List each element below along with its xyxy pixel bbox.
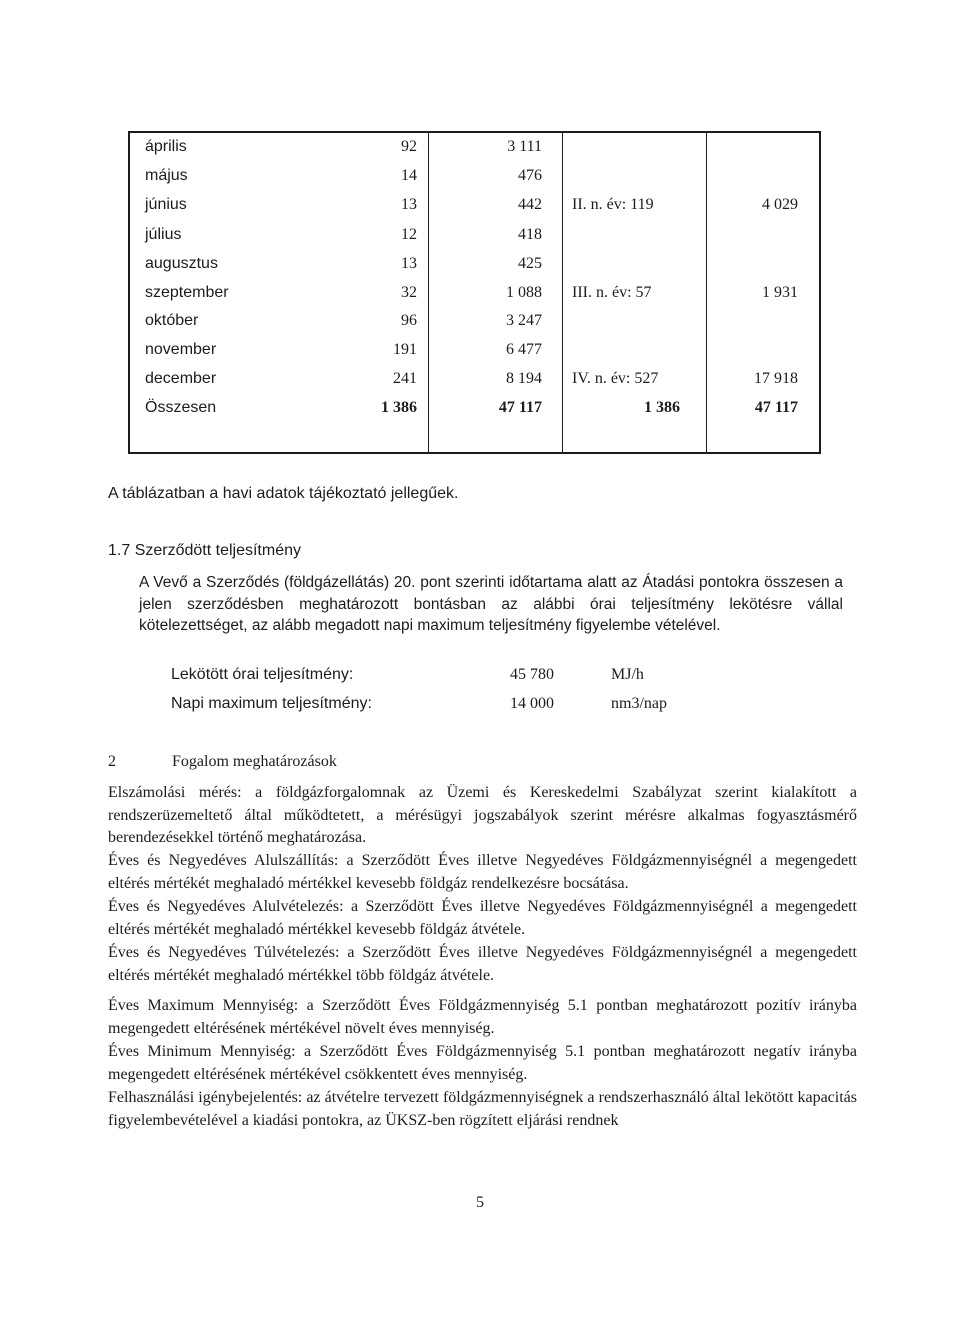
table-divider: [562, 133, 563, 452]
table-cell-month: május: [145, 167, 188, 184]
table-cell: 3 247: [506, 312, 542, 329]
table-cell-quarter: IV. n. év: 527: [572, 370, 659, 387]
table-cell: 4 029: [762, 196, 798, 213]
table-cell: 418: [518, 226, 542, 243]
section-heading: 1.7 Szerződött teljesítmény: [108, 542, 301, 559]
definition-paragraph: Éves és Negyedéves Alulvételezés: a Szerződött Éves illetve Negyedéves Földgázmennyiségnél a megengedett eltérés mértékét meghaladó mértékkel kevesebb földgáz átvétele.: [108, 898, 857, 938]
daily-capacity-value: 14 000: [510, 695, 554, 712]
table-cell-quarter: II. n. év: 119: [572, 196, 654, 213]
daily-capacity-label: Napi maximum teljesítmény:: [171, 695, 372, 712]
table-cell: 1 088: [506, 284, 542, 301]
section-title: Fogalom meghatározások: [172, 753, 337, 770]
table-cell: 13: [401, 255, 417, 272]
table-cell-quarter: III. n. év: 57: [572, 284, 652, 301]
table-cell: 8 194: [506, 370, 542, 387]
table-cell-month: december: [145, 370, 217, 387]
hourly-capacity-value: 45 780: [510, 666, 554, 683]
table-cell: 1 931: [762, 284, 798, 301]
table-cell: 92: [401, 138, 417, 155]
table-cell-month: augusztus: [145, 255, 218, 272]
table-total-label: Összesen: [145, 399, 217, 416]
definition-paragraph: Éves és Negyedéves Túlvételezés: a Szerződött Éves illetve Negyedéves Földgázmennyiségnél a megengedett eltérés mértékét meghaladó mértékkel több földgáz átvétele.: [108, 944, 857, 984]
table-cell: 425: [518, 255, 542, 272]
section-number: 2: [108, 753, 116, 770]
hourly-capacity-label: Lekötött órai teljesítmény:: [171, 666, 354, 683]
table-cell: 96: [401, 312, 417, 329]
table-cell: 241: [393, 370, 417, 387]
definition-paragraph: Felhasználási igénybejelentés: az átvételre tervezett földgázmennyiségnek a rendszerhasználó által lekötött kapacitás figyelembevételével a kiadási pontokra, az ÜKSZ-ben rögzített eljárási rendnek: [108, 1089, 857, 1129]
table-cell-month: április: [145, 138, 187, 155]
table-cell-month: november: [145, 341, 217, 358]
table-cell: 442: [518, 196, 542, 213]
table-cell: 476: [518, 167, 542, 184]
table-cell: 191: [393, 341, 417, 358]
table-cell-month: szeptember: [145, 284, 229, 301]
table-total-cell: 47 117: [754, 399, 798, 416]
hourly-capacity-unit: MJ/h: [611, 666, 644, 683]
table-divider: [428, 133, 429, 452]
table-cell-month: július: [145, 226, 182, 243]
table-cell: 14: [401, 167, 417, 184]
table-cell-month: október: [145, 312, 199, 329]
definition-paragraph: Éves Minimum Mennyiség: a Szerződött Éves Földgázmennyiség 5.1 pontban meghatározott negatív irányba megengedett eltérésének mértékével csökkentett éves mennyiség.: [108, 1043, 857, 1083]
definition-paragraph: Elszámolási mérés: a földgázforgalomnak az Üzemi és Kereskedelmi Szabályzat szerint kialakított a rendszerüzemeltető által működtetett, a mérésügyi jogszabályok szerint mérésre alkalmas fogyasztásmérő berendezésekkel történő meghatározása.: [108, 784, 857, 846]
table-cell: 17 918: [754, 370, 798, 387]
daily-capacity-unit: nm3/nap: [611, 695, 667, 712]
page-number: 5: [476, 1194, 484, 1211]
table-cell: 6 477: [506, 341, 542, 358]
table-cell-month: június: [145, 196, 187, 213]
table-cell: 12: [401, 226, 417, 243]
table-cell: 13: [401, 196, 417, 213]
section-paragraph: A Vevő a Szerződés (földgázellátás) 20. pont szerinti időtartama alatt az Átadási pontokra összesen a jelen szerződésben meghatározott bontásban az alábbi órai teljesítmény lekötésre vállal kötelezettséget, az alább megadott napi maximum teljesítmény figyelembe vételével.: [139, 574, 843, 634]
table-note: A táblázatban a havi adatok tájékoztató jellegűek.: [108, 485, 459, 502]
table-total-cell: 1 386: [381, 399, 417, 416]
definition-paragraph: Éves és Negyedéves Alulszállítás: a Szerződött Éves illetve Negyedéves Földgázmennyiségnél a megengedett eltérés mértékét meghaladó mértékkel kevesebb földgáz rendelkezésre bocsátása.: [108, 852, 857, 892]
definition-paragraph: Éves Maximum Mennyiség: a Szerződött Éves Földgázmennyiség 5.1 pontban meghatározott pozitív irányba megengedett eltérésének mértékével növelt éves mennyiség.: [108, 997, 857, 1037]
table-cell: 3 111: [507, 138, 542, 155]
table-total-cell: 47 117: [498, 399, 542, 416]
table-cell: 32: [401, 284, 417, 301]
table-total-cell: 1 386: [644, 399, 680, 416]
